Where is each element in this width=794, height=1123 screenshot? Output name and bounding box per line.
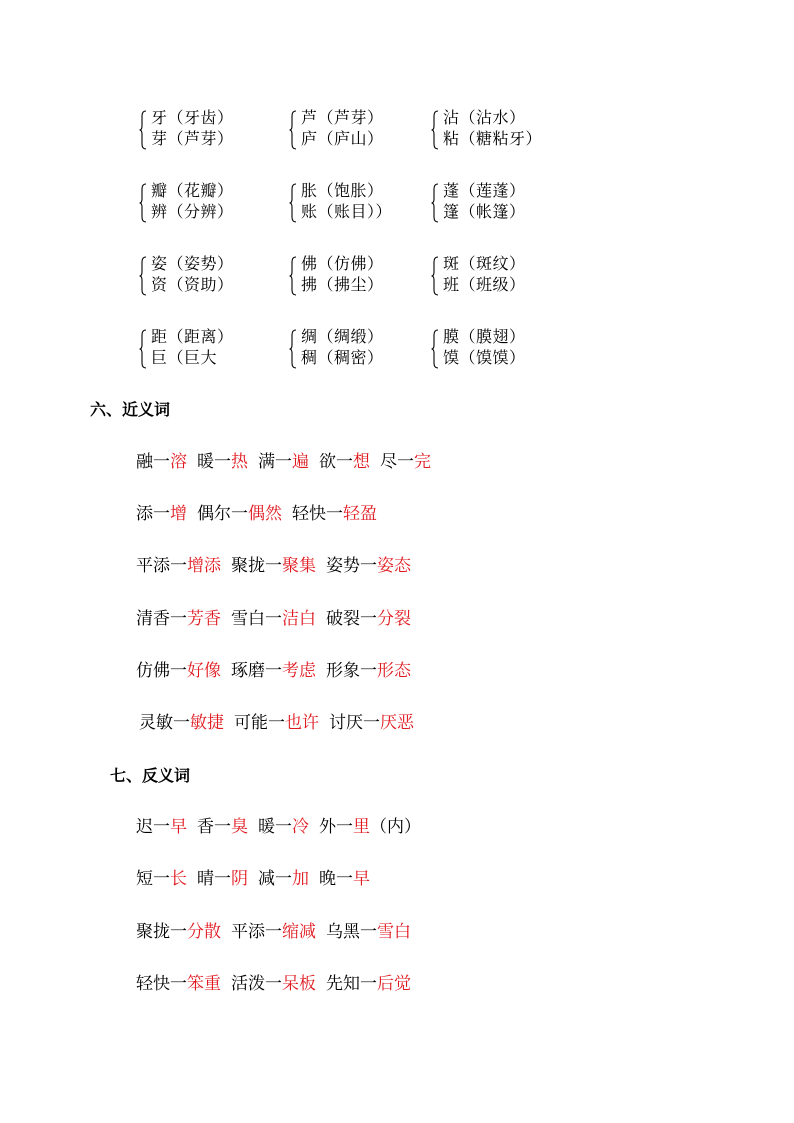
char-pair-line: 斑（斑纹） [443,254,526,273]
word-pair [231,972,316,996]
word-pair [234,711,319,735]
word-prompt: 破裂一 [326,608,377,629]
synonym-row [139,711,414,735]
char-pair-group [145,181,295,225]
antonym-row [136,815,421,839]
word-answer: 形态 [377,660,411,681]
antonym-row [136,867,370,891]
word-pair [136,554,221,578]
word-answer: 洁白 [282,608,316,629]
synonym-row [136,607,411,631]
char-pair-line: 瓣（花瓣） [151,181,234,200]
word-answer: 早 [353,869,370,890]
word-pair [136,920,221,944]
char-pair-group [437,327,587,371]
char-pair-line: 佛（仿佛） [301,254,384,273]
word-pair [136,659,221,683]
brace-icon [289,183,297,223]
char-pair-line: 资（资助） [151,275,234,294]
word-prompt: 轻快一 [136,973,187,994]
word-prompt: 晚一 [319,869,353,890]
word-answer: 热 [231,452,248,472]
brace-icon [431,256,439,296]
char-pair-line: 篷（帐篷） [443,202,526,221]
word-prompt: 姿势一 [326,556,377,577]
word-prompt: 平添一 [231,921,282,942]
word-pair [319,450,370,474]
char-pair-line: 芽（芦芽） [151,129,234,148]
word-answer: 姿态 [377,556,411,577]
word-prompt: 琢磨一 [231,660,282,681]
word-answer: 聚集 [282,556,316,577]
brace-icon [431,329,439,369]
word-pair [136,972,221,996]
word-pair [326,659,411,683]
word-pair [329,711,414,735]
char-pair-line: 班（班级） [443,275,526,294]
word-prompt: 晴一 [197,869,231,890]
word-answer: 加 [292,869,309,890]
word-prompt: 满一 [258,452,292,472]
char-pair-line: 账（账目）） [301,202,393,221]
brace-icon [431,110,439,150]
brace-icon [139,183,147,223]
word-pair [136,815,187,839]
word-answer: 阴 [231,869,248,890]
char-pair-group [295,108,445,152]
word-pair [139,711,224,735]
word-pair [326,554,411,578]
word-prompt: 暖一 [258,817,292,837]
word-answer: 也许 [285,713,319,733]
word-prompt: 香一 [197,817,231,837]
char-pair-group [295,181,445,225]
word-answer: 增添 [187,556,221,577]
word-pair [136,502,187,526]
antonym-row [136,972,411,996]
char-pair-line: 蓬（莲蓬） [443,181,526,200]
word-prompt: 先知一 [326,973,377,994]
word-pair [380,450,431,474]
char-pair-line: 粘（糖粘牙） [443,129,543,148]
word-pair [319,815,421,839]
word-answer: 里 [353,817,370,837]
word-prompt: 减一 [258,869,292,890]
word-prompt: 外一 [319,817,353,837]
word-answer: 长 [170,869,187,890]
word-pair [231,659,316,683]
word-answer: 偶然 [248,504,282,525]
word-prompt: 轻快一 [292,504,343,525]
char-pair-line: 庐（庐山） [301,129,384,148]
word-answer: 遍 [292,452,309,472]
char-pair-group [145,108,295,152]
word-prompt: 尽一 [380,452,414,472]
char-pair-line: 辨（分辨） [151,202,234,221]
brace-icon [289,256,297,296]
word-prompt: 灵敏一 [139,713,190,733]
word-answer: 早 [170,817,187,837]
antonym-row [136,920,411,944]
char-pair-line: 胀（饱胀） [301,181,384,200]
brace-icon [289,329,297,369]
word-answer: 增 [170,504,187,525]
word-answer: 笨重 [187,973,221,994]
synonym-row [136,502,377,526]
word-prompt: 乌黑一 [326,921,377,942]
word-prompt: 偶尔一 [197,504,248,525]
antonyms-heading: 七、反义词 [110,766,191,785]
brace-icon [139,256,147,296]
char-pair-line: 膜（膜翅） [443,327,526,346]
word-pair [197,867,248,891]
word-answer: 想 [353,452,370,472]
word-prompt: 暖一 [197,452,231,472]
word-prompt: 雪白一 [231,608,282,629]
char-pair-line: 距（距离） [151,327,234,346]
word-pair [231,920,316,944]
char-pair-group [437,108,587,152]
word-pair [197,815,248,839]
word-answer: 缩减 [282,921,316,942]
word-prompt: 聚拢一 [231,556,282,577]
word-prompt: 聚拢一 [136,921,187,942]
word-answer: 分散 [187,921,221,942]
word-answer: 臭 [231,817,248,837]
char-pair-line: 芦（芦芽） [301,108,384,127]
word-prompt: 讨厌一 [329,713,380,733]
word-answer: 厌恶 [380,713,414,733]
brace-icon [431,183,439,223]
char-pair-group [145,254,295,298]
word-pair [197,450,248,474]
synonyms-heading: 六、近义词 [90,400,171,419]
word-answer: 呆板 [282,973,316,994]
char-pair-line: 绸（绸缎） [301,327,384,346]
char-pair-line: 馍（馍馍） [443,348,526,367]
word-prompt: 可能一 [234,713,285,733]
synonym-row [136,450,431,474]
char-pair-group [437,254,587,298]
word-answer: 敏捷 [190,713,224,733]
word-pair [326,607,411,631]
word-pair [136,450,187,474]
char-pair-line: 巨（巨大 [151,348,218,367]
word-pair [292,502,377,526]
word-prompt: 仿佛一 [136,660,187,681]
word-prompt: 清香一 [136,608,187,629]
word-prompt: 融一 [136,452,170,472]
word-pair [231,554,316,578]
word-pair [136,607,221,631]
word-answer: 冷 [292,817,309,837]
word-pair [258,815,309,839]
word-answer: 雪白 [377,921,411,942]
word-pair [258,867,309,891]
word-pair [197,502,282,526]
word-answer: 完 [414,452,431,472]
word-pair [319,867,370,891]
word-prompt: 活泼一 [231,973,282,994]
word-pair [258,450,309,474]
synonym-row [136,659,411,683]
word-pair [231,607,316,631]
synonym-row [136,554,411,578]
word-prompt: 添一 [136,504,170,525]
word-pair [326,920,411,944]
word-answer: 好像 [187,660,221,681]
word-pair [326,972,411,996]
char-pair-group [295,327,445,371]
brace-icon [289,110,297,150]
word-answer: 轻盈 [343,504,377,525]
char-pair-group [437,181,587,225]
word-pair [136,867,187,891]
word-answer: 考虑 [282,660,316,681]
word-answer: 后觉 [377,973,411,994]
char-pair-group [145,327,295,371]
word-answer: 溶 [170,452,187,472]
word-prompt: 短一 [136,869,170,890]
brace-icon [139,329,147,369]
word-prompt: 欲一 [319,452,353,472]
char-pair-line: 姿（姿势） [151,254,234,273]
char-pair-line: 牙（牙齿） [151,108,234,127]
brace-icon [139,110,147,150]
char-pair-line: 稠（稠密） [301,348,384,367]
word-prompt: 平添一 [136,556,187,577]
word-answer: 芳香 [187,608,221,629]
char-pair-line: 沾（沾水） [443,108,526,127]
word-prompt: 迟一 [136,817,170,837]
word-prompt: 形象一 [326,660,377,681]
char-pair-line: 拂（拂尘） [301,275,384,294]
char-pair-group [295,254,445,298]
word-answer: 分裂 [377,608,411,629]
word-note: （内） [370,817,421,837]
